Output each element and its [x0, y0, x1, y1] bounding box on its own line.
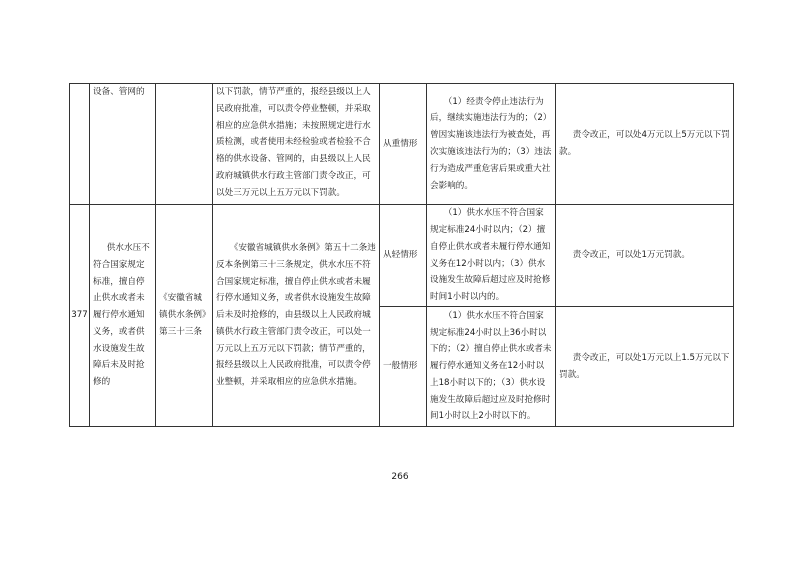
circumstance-criteria: （1）经责令停止违法行为后，继续实施违法行为的；（2）曾因实施该违法行为被查处，再次实施该违法行为的；（3）违法行为造成严重危害后果或重大社会影响的。	[427, 84, 556, 205]
circumstance: 从重情形	[380, 84, 427, 205]
penalty-standard: 责令改正，可以处1万元罚款。	[556, 205, 734, 307]
legal-basis: 《安徽省城镇供水条例》第三十三条	[156, 205, 213, 427]
circumstance-criteria: （1）供水水压不符合国家规定标准24小时以上36小时以下的；（2）擅自停止供水或者未履行停水通知义务在12小时以上18小时以下的；（3）供水设施发生故障后超过应及时抢修时间1小时以上2小时以下的。	[427, 307, 556, 427]
penalty-table	[69, 83, 734, 427]
penalty-standard: 责令改正，可以处1万元以上1.5万元以下罚款。	[556, 307, 734, 427]
table-row	[70, 84, 734, 205]
violation-item: 设备、管网的	[90, 84, 156, 205]
circumstance: 从轻情形	[380, 205, 427, 307]
circumstance-criteria: （1）供水水压不符合国家规定标准24小时以内；（2）擅自停止供水或者未履行停水通知义务在12小时以内；（3）供水设施发生故障后超过应及时抢修时间1小时以内的。	[427, 205, 556, 307]
table-row	[70, 205, 734, 307]
circumstance: 一般情形	[380, 307, 427, 427]
penalty-provision: 《安徽省城镇供水条例》第五十二条违反本条例第三十三条规定，供水水压不符合国家规定标准，擅自停止供水或者未履行停水通知义务，或者供水设施发生故障后未及时抢修的，由县级以上人民政府城镇供水行政主管部门责令改正，可以处一万元以上五万元以下罚款；情节严重的，报经县级以上人民政府批准，可以责令停业整顿，并采取相应的应急供水措施。	[213, 205, 380, 427]
row-number	[70, 84, 90, 205]
legal-basis	[156, 84, 213, 205]
penalty-standard: 责令改正，可以处4万元以上5万元以下罚款。	[556, 84, 734, 205]
violation-item: 供水水压不符合国家规定标准，擅自停止供水或者未履行停水通知义务，或者供水设施发生故障后未及时抢修的	[90, 205, 156, 427]
row-number: 377	[70, 205, 90, 427]
page-number: 266	[391, 472, 409, 482]
penalty-provision: 以下罚款，情节严重的，报经县级以上人民政府批准，可以责令停业整顿，并采取相应的应急供水措施；未按照规定进行水质检测，或者使用未经检验或者检验不合格的供水设备、管网的，由县级以上人民政府城镇供水行政主管部门责令改正，可以处三万元以上五万元以下罚款。	[213, 84, 380, 205]
